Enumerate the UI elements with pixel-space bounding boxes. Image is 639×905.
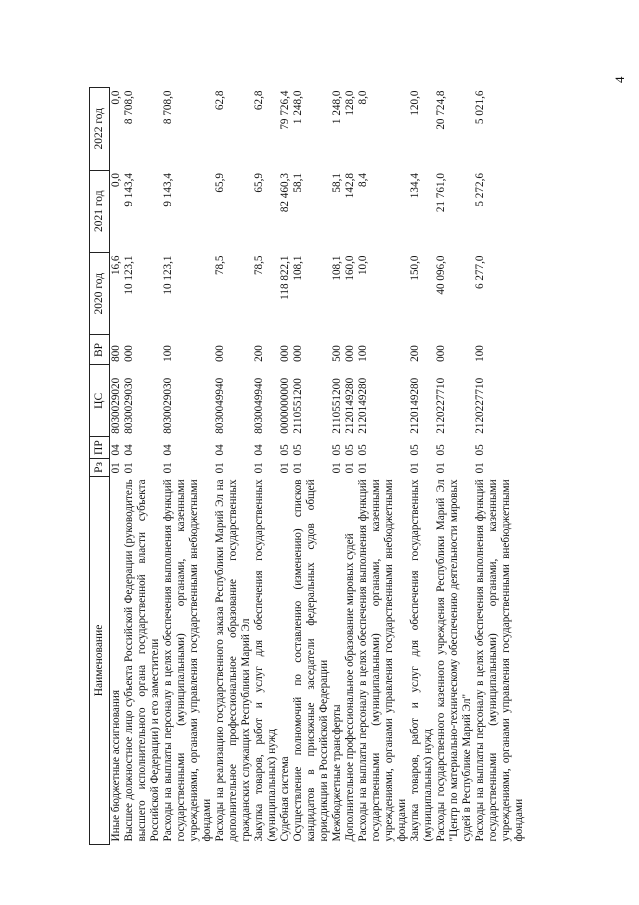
table-row bbox=[357, 88, 409, 845]
row-value-2022: 62,8 bbox=[253, 90, 265, 111]
row-value-2021: 65,9 bbox=[214, 173, 226, 193]
header-rz: Рз bbox=[90, 458, 110, 476]
row-vr: 200 bbox=[253, 345, 265, 362]
row-pr: 05 bbox=[279, 444, 291, 456]
row-value-2022: 1 248,0 bbox=[292, 90, 304, 125]
header-2021: 2021 год bbox=[90, 170, 110, 252]
row-name: Расходы на выплаты персоналу в целях обеспечения выполнения функций государственными (муниципальными) органами, казенными учреждениями, органами управления государственными внебюджетными фондами bbox=[162, 479, 213, 842]
row-value-2020: 10,0 bbox=[357, 255, 369, 276]
row-value-2022: 5 021,6 bbox=[474, 90, 486, 125]
row-rz: 01 bbox=[409, 462, 421, 474]
row-cs: 2120227710 bbox=[435, 377, 447, 434]
header-vr: ВР bbox=[90, 335, 110, 365]
row-value-2022: 128,0 bbox=[344, 90, 356, 116]
row-value-2022: 120,0 bbox=[409, 90, 421, 116]
row-vr: 000 bbox=[279, 345, 291, 362]
row-value-2021: 142,8 bbox=[344, 173, 356, 199]
row-value-2020: 16,6 bbox=[110, 255, 122, 276]
row-value-2022: 20 724,8 bbox=[435, 90, 447, 130]
row-pr: 04 bbox=[110, 444, 122, 456]
row-rz: 01 bbox=[253, 462, 265, 474]
header-name: Наименование bbox=[90, 476, 110, 844]
header-2022: 2022 год bbox=[90, 88, 110, 171]
row-rz: 01 bbox=[474, 462, 486, 474]
table-row bbox=[331, 88, 344, 845]
row-value-2020: 10 123,1 bbox=[162, 255, 174, 295]
row-value-2020: 108,1 bbox=[331, 255, 343, 281]
row-rz: 01 bbox=[123, 462, 135, 474]
row-value-2020: 6 277,0 bbox=[474, 255, 486, 290]
row-name: Межбюджетные трансферты bbox=[331, 704, 343, 842]
row-vr: 100 bbox=[474, 345, 486, 362]
row-value-2021: 82 460,3 bbox=[279, 173, 291, 213]
row-name: Иные бюджетные ассигнования bbox=[110, 690, 122, 842]
row-pr: 05 bbox=[357, 444, 369, 456]
row-value-2022: 62,8 bbox=[214, 90, 226, 111]
row-value-2022: 0,0 bbox=[110, 90, 122, 105]
table-row bbox=[253, 88, 279, 845]
header-cs: ЦС bbox=[90, 365, 110, 437]
row-value-2020: 78,5 bbox=[214, 255, 226, 276]
row-value-2021: 5 272,6 bbox=[474, 173, 486, 207]
row-name: Осуществление полномочий по составлению (изменению) списков кандидатов в присяжные заседатели федеральных судов общей юрисдикции в Российской Федерации bbox=[292, 479, 330, 842]
table-row bbox=[279, 88, 292, 845]
row-vr: 100 bbox=[357, 345, 369, 362]
header-pr: ПР bbox=[90, 437, 110, 459]
row-value-2020: 10 123,1 bbox=[123, 255, 135, 295]
row-pr: 04 bbox=[123, 444, 135, 456]
row-pr: 04 bbox=[253, 444, 265, 456]
row-cs: 8030029030 bbox=[162, 377, 174, 434]
row-cs: 2110551200 bbox=[292, 378, 304, 434]
row-value-2020: 40 096,0 bbox=[435, 255, 447, 295]
row-value-2021: 134,4 bbox=[409, 173, 421, 199]
row-value-2022: 8 708,0 bbox=[123, 90, 135, 125]
table-row bbox=[110, 88, 124, 845]
row-rz: 01 bbox=[331, 462, 343, 474]
table-header-row bbox=[90, 88, 110, 845]
row-vr: 500 bbox=[331, 345, 343, 362]
row-rz: 01 bbox=[162, 462, 174, 474]
row-pr: 05 bbox=[435, 444, 447, 456]
table-row bbox=[435, 88, 474, 845]
row-value-2021: 58,1 bbox=[331, 173, 343, 193]
row-value-2021: 58,1 bbox=[292, 173, 304, 193]
row-value-2022: 79 726,4 bbox=[279, 90, 291, 130]
row-pr: 05 bbox=[331, 444, 343, 456]
row-cs: 8030049940 bbox=[253, 377, 265, 434]
row-pr: 05 bbox=[474, 444, 486, 456]
row-value-2020: 78,5 bbox=[253, 255, 265, 276]
row-name: Закупка товаров, работ и услуг для обеспечения государственных (муниципальных) нужд bbox=[253, 479, 278, 842]
row-value-2022: 1 248,0 bbox=[331, 90, 343, 125]
table-row bbox=[474, 88, 526, 845]
row-value-2020: 108,1 bbox=[292, 255, 304, 281]
row-rz: 01 bbox=[110, 462, 122, 474]
row-vr: 000 bbox=[123, 345, 135, 362]
row-pr: 04 bbox=[162, 444, 174, 456]
row-name: Закупка товаров, работ и услуг для обеспечения государственных (муниципальных) нужд bbox=[409, 479, 434, 842]
row-value-2021: 65,9 bbox=[253, 173, 265, 193]
row-value-2021: 9 143,4 bbox=[123, 173, 135, 207]
row-rz: 01 bbox=[357, 462, 369, 474]
row-rz: 01 bbox=[279, 462, 291, 474]
row-pr: 05 bbox=[344, 444, 356, 456]
header-2020: 2020 год bbox=[90, 252, 110, 335]
row-value-2020: 150,0 bbox=[409, 255, 421, 281]
row-value-2020: 118 822,1 bbox=[279, 255, 291, 300]
row-rz: 01 bbox=[214, 462, 226, 474]
row-cs: 2120149280 bbox=[409, 377, 421, 434]
row-pr: 04 bbox=[214, 444, 226, 456]
row-name: Расходы на выплаты персоналу в целях обеспечения выполнения функций государственными (муниципальными) органами, казенными учреждениями, органами управления государственными внебюджетными фондами bbox=[474, 479, 525, 842]
row-cs: 2120149280 bbox=[344, 377, 356, 434]
row-cs: 2120227710 bbox=[474, 377, 486, 434]
table-row bbox=[214, 88, 253, 845]
table-row bbox=[344, 88, 357, 845]
row-value-2022: 8,0 bbox=[357, 90, 369, 105]
row-vr: 000 bbox=[435, 345, 447, 362]
budget-table bbox=[89, 87, 526, 845]
row-vr: 200 bbox=[409, 345, 421, 362]
row-name: Расходы государственного казенного учреждения Республики Марий Эл "Центр по материально-техническому обеспечению деятельности мировых судей в Республике Марий Эл" bbox=[435, 479, 473, 842]
row-vr: 000 bbox=[344, 345, 356, 362]
row-pr: 05 bbox=[409, 444, 421, 456]
row-rz: 01 bbox=[292, 462, 304, 474]
row-rz: 01 bbox=[344, 462, 356, 474]
row-value-2021: 21 761,0 bbox=[435, 173, 447, 213]
row-vr: 800 bbox=[110, 345, 122, 362]
table-row bbox=[123, 88, 162, 845]
table-body bbox=[110, 88, 527, 845]
row-vr: 100 bbox=[162, 345, 174, 362]
page-number: 4 bbox=[612, 76, 627, 83]
row-vr: 000 bbox=[292, 345, 304, 362]
row-value-2021: 0,0 bbox=[110, 173, 122, 187]
row-name: Расходы на реализацию государственного заказа Республики Марий Эл на дополнительное профессиональное образование государственных гражданских служащих Республики Марий Эл bbox=[214, 479, 252, 842]
row-cs: 2110551200 bbox=[331, 378, 343, 434]
row-cs: 8030029030 bbox=[123, 377, 135, 434]
row-cs: 2120149280 bbox=[357, 377, 369, 434]
table-row bbox=[292, 88, 331, 845]
row-value-2022: 8 708,0 bbox=[162, 90, 174, 125]
row-cs: 8030029020 bbox=[110, 377, 122, 434]
row-name: Высшее должностное лицо субъекта Российской Федерации (руководитель высшего исполнительного органа государственной власти субъекта Российской Федерации) и его заместители bbox=[123, 479, 161, 842]
row-name: Судебная система bbox=[279, 756, 291, 842]
row-value-2021: 9 143,4 bbox=[162, 173, 174, 207]
row-name: Расходы на выплаты персоналу в целях обеспечения выполнения функций государственными (муниципальными) органами, казенными учреждениями, органами управления государственными внебюджетными фондами bbox=[357, 479, 408, 842]
table-row bbox=[409, 88, 435, 845]
row-vr: 000 bbox=[214, 345, 226, 362]
table-row bbox=[162, 88, 214, 845]
row-value-2021: 8,4 bbox=[357, 173, 369, 187]
row-value-2020: 160,0 bbox=[344, 255, 356, 281]
row-cs: 0000000000 bbox=[279, 377, 291, 434]
row-rz: 01 bbox=[435, 462, 447, 474]
row-pr: 05 bbox=[292, 444, 304, 456]
row-cs: 8030049940 bbox=[214, 377, 226, 434]
row-name: Дополнительное профессиональное образование мировых судей bbox=[344, 533, 356, 842]
